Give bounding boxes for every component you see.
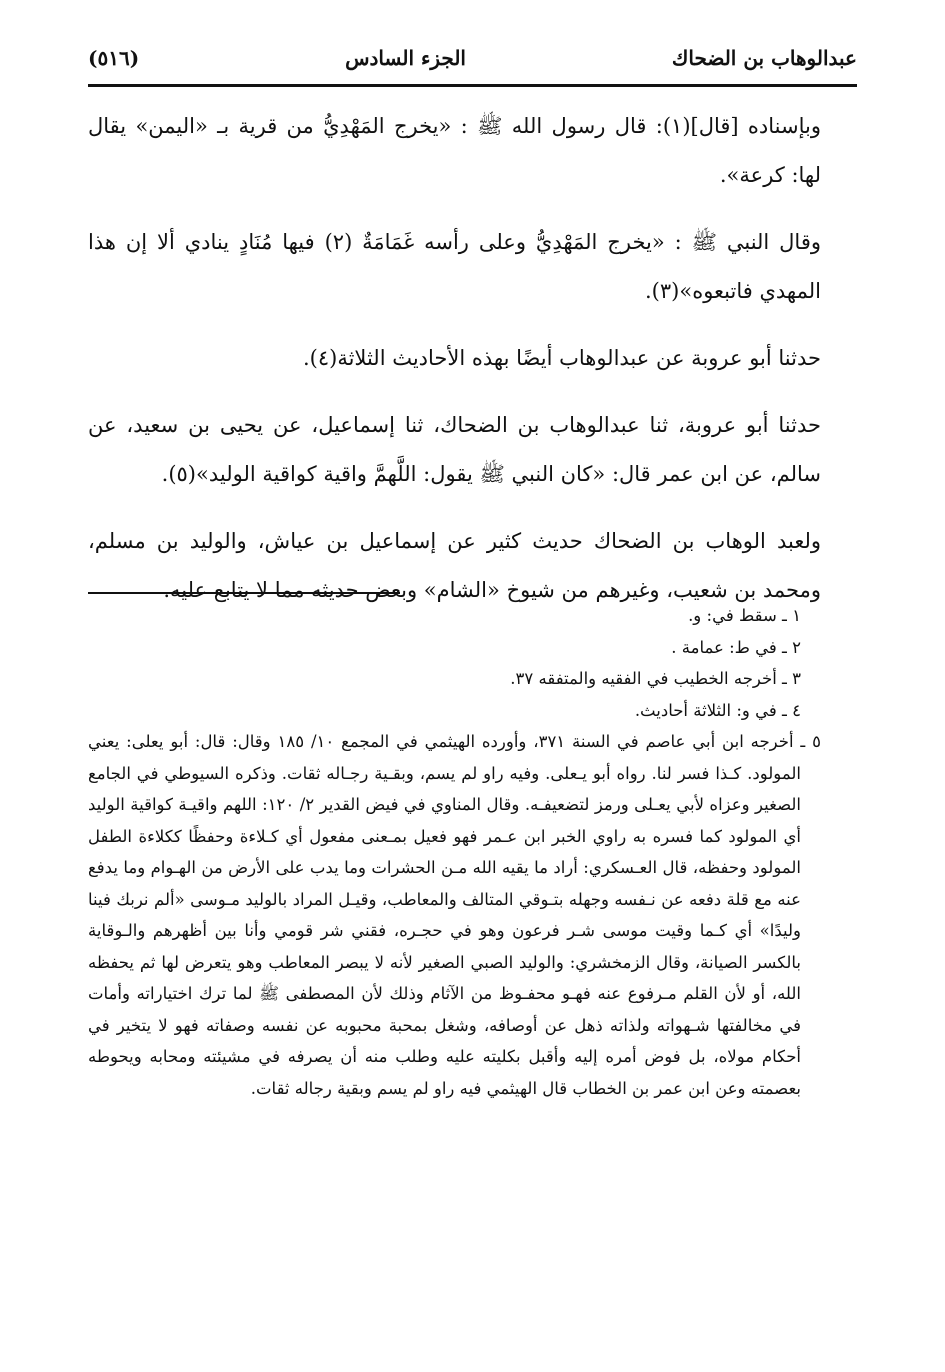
paragraph-3: حدثنا أبو عروبة عن عبدالوهاب أيضًا بهذه الأحاديث الثلاثة(٤). <box>302 346 821 370</box>
paragraph-2: وقال النبي ﷺ : «يخرج المَهْدِيُّ وعلى رأسه غَمَامَةٌ (٢) فيها مُنَادٍ ينادي ألا إن هذا المهدي فاتبعوه»(٣). <box>88 230 821 303</box>
footnote-2: ٢ ـ في ط: عمامة . <box>671 637 801 657</box>
footnote-1: ١ ـ سقط في: و. <box>688 606 801 625</box>
footnote-5: ٥ ـ أخرجه ابن أبي عاصم في السنة ٣٧١، وأورده الهيثمي في المجمع ١٠/ ١٨٥ وقال: قال: أبو يعلى: يعني المولود. كـذا فسر لنا. رواه أبو يـعلى. وفيه راو لم يسم، وبقـية رجـاله ثقات. وذكره السيوطي في الجامع الصغير وعزاه لأبي يعـلى ورمز لتضعيفـه. وقال المناوي في فيض القدير ٢/ ١٢٠: اللهم واقيـة كواقية الوليد أي المولود كما فسره به راوي الخبر ابن عـمر فهو فعيل بمـعنى مفعول أي كـلاءة وحفظًا ككلاءة الطفل المولود وحفظه، قال العـسكري: أراد ما يقيه الله مـن الحشرات وما يدب على الأرض من الهـوام وما يدفع عنه مع قلة دفعه عن نـفسه وجهله بتـوقي المتالف والمعاطب، وقيـل المراد بالوليد مـوسى «ألم نربك فينا وليدًا» أي كـما وقيت موسى شـر فرعون وهو في حجـره، فقني شر قومي وأنا بين أظهرهم والـوقاية بالكسر الصيانة، وقال الزمخشري: والوليد الصبي الصغير لأنه لا يبصر المعاطب وهو يتعرض لها ثم يحفظه الله، أو لأن القلم مـرفوع عنه فهـو محفـوظ من الآثام وذلك لأن المصطفى ﷺ لما ترك اختياراته وأمات في مخالفتها شـهواته ولذاته ذهل عن أوصافه، وشغل بمحبة محبوبه عن نفسه وصفاته فهو لا يتخير في أحكام مولاه، بل فوض أمره إليه وأقبل بكليته عليه وطلب منه أن يصرفه في مشيئته ومحابه ويحوطه بعصمته وعن ابن عمر بن الخطاب قال الهيثمي فيه راو لم يسم وبقية رجاله ثقات. <box>88 732 821 1098</box>
running-title-author: عبدالوهاب بن الضحاك <box>671 46 857 70</box>
paragraph-4: حدثنا أبو عروبة، ثنا عبدالوهاب بن الضحاك، ثنا إسماعيل، عن يحيى بن سعيد، عن سالم، عن ابن عمر قال: «كان النبي ﷺ يقول: اللَّهمَّ واقية كواقية الوليد»(٥). <box>88 413 821 486</box>
paragraph-5: ولعبد الوهاب بن الضحاك حديث كثير عن إسماعيل بن عياش، والوليد بن مسلم، ومحمد بن شعيب، وغيرهم من شيوخ «الشام» وبعض حديثه مما لا يتابع عليه. <box>88 529 821 602</box>
paragraph-1: وبإسناده [قال](١): قال رسول الله ﷺ : «يخرج المَهْدِيُّ من قرية بـ «اليمن» يقال لها: كرعة». <box>88 114 821 187</box>
footnote-4: ٤ ـ في و: الثلاثة أحاديث. <box>634 700 801 720</box>
running-title-volume: الجزء السادس <box>345 46 466 70</box>
main-text <box>88 102 821 633</box>
header-rule <box>88 84 857 87</box>
page-number: (٥١٦) <box>88 46 140 70</box>
footnotes <box>88 600 821 1104</box>
footnote-3: ٣ ـ أخرجه الخطيب في الفقيه والمتفقه ٣٧. <box>510 669 801 688</box>
page-header <box>88 34 857 82</box>
footnote-separator <box>88 592 400 594</box>
